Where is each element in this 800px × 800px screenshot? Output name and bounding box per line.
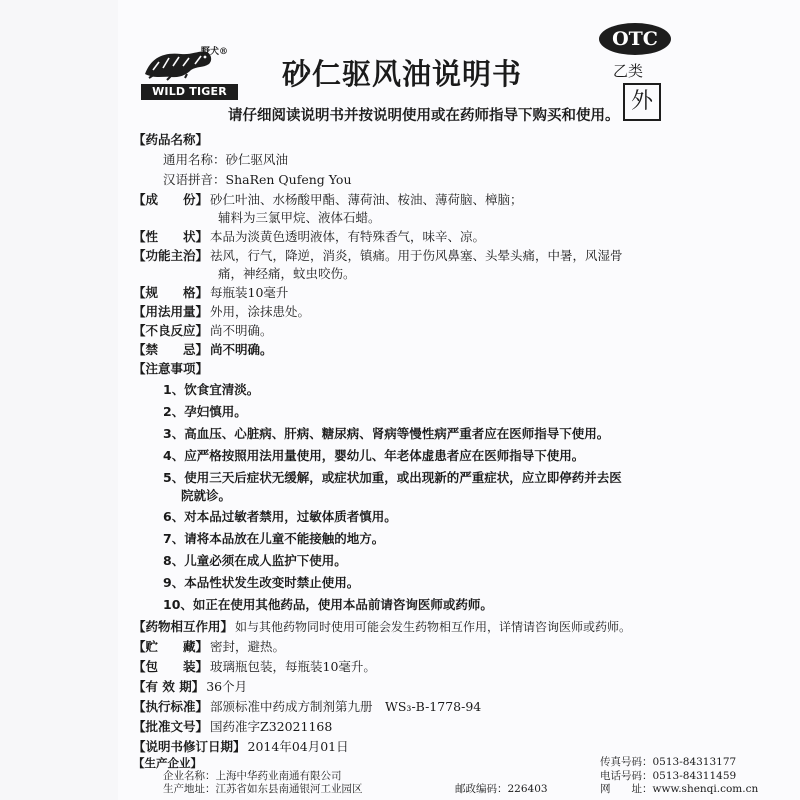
usage-value: 外用，涂抹患处。: [210, 304, 311, 319]
precaution-item: 7、请将本品放在儿童不能接触的地方。: [163, 531, 385, 546]
indications-line1: 祛风，行气，降逆，消炎，镇痛。用于伤风鼻塞、头晕头痛，中暑，风湿骨: [210, 248, 623, 263]
approval-label: 【批准文号】: [133, 719, 209, 734]
character-label: 【性 状】: [133, 229, 209, 244]
character-value: 本品为淡黄色透明液体，有特殊香气，味辛、凉。: [210, 229, 486, 244]
website-value: www.shenqi.com.cn: [652, 783, 759, 795]
spec-label: 【规 格】: [133, 285, 209, 300]
revision-row: [133, 738, 349, 756]
precaution-item: 2、孕妇慎用。: [163, 404, 247, 419]
storage-label: 【贮 藏】: [133, 639, 209, 654]
address-label: 生产地址：: [163, 783, 216, 795]
logo-chinese-text: 野犬®: [201, 47, 229, 57]
ingredients-line2: 辅料为三氯甲烷、液体石蜡。: [218, 210, 381, 225]
spec-value: 每瓶装10毫升: [210, 285, 289, 300]
zip-label: 邮政编码：: [455, 783, 508, 795]
indications-label: 【功能主治】: [133, 248, 209, 263]
zip-value: 226403: [507, 783, 548, 795]
address-value: 江苏省如东县南通银河工业园区: [215, 783, 363, 795]
validity-value: 36个月: [206, 679, 248, 694]
external-use-badge: 外: [623, 83, 661, 121]
interaction-row: [133, 618, 631, 636]
pinyin-value: ShaRen Qufeng You: [225, 172, 352, 187]
ingredients-row: [133, 191, 523, 209]
revision-value: 2014年04月01日: [247, 739, 349, 754]
phone-row: [600, 770, 736, 783]
company-name-value: 上海中华药业南通有限公司: [215, 770, 342, 782]
spec-row: [133, 284, 288, 302]
precaution-item: 5、使用三天后症状无缓解，或症状加重，或出现新的严重症状，应立即停药并去医: [163, 470, 622, 485]
usage-label: 【用法用量】: [133, 304, 209, 319]
interaction-value: 如与其他药物同时使用可能会发生药物相互作用，详情请咨询医师或药师。: [235, 620, 632, 634]
precaution-item: 1、饮食宜清淡。: [163, 382, 260, 397]
otc-class-label: 乙类: [613, 62, 644, 80]
standard-value: 部颁标准中药成方制剂第九册 WS₃-B-1778-94: [210, 699, 482, 714]
website-label: 网 址：: [600, 783, 653, 795]
generic-name-row: [163, 151, 288, 169]
package-label: 【包 装】: [133, 659, 209, 674]
storage-value: 密封，避热。: [210, 639, 286, 654]
standard-row: [133, 698, 481, 716]
pinyin-row: [163, 171, 352, 189]
precaution-item: 3、高血压、心脏病、肝病、糖尿病、肾病等慢性病严重者应在医师指导下使用。: [163, 426, 610, 441]
package-row: [133, 658, 376, 676]
fax-label: 传真号码：: [600, 756, 653, 768]
address-row: [163, 783, 363, 796]
indications-line2: 痛，神经痛，蚊虫咬伤。: [218, 266, 356, 281]
section-precautions: 【注意事项】: [133, 361, 209, 376]
precaution-item: 9、本品性状发生改变时禁止使用。: [163, 575, 360, 590]
interaction-label: 【药物相互作用】: [133, 619, 234, 634]
usage-row: [133, 303, 310, 321]
adverse-label: 【不良反应】: [133, 323, 209, 338]
phone-value: 0513-84311459: [652, 770, 737, 782]
company-name-label: 企业名称：: [163, 770, 216, 782]
standard-label: 【执行标准】: [133, 699, 209, 714]
precaution-item: 6、对本品过敏者禁用，过敏体质者慎用。: [163, 509, 397, 524]
document-title: 砂仁驱风油说明书: [282, 57, 523, 91]
pinyin-label: 汉语拼音：: [163, 172, 226, 187]
reading-notice: 请仔细阅读说明书并按说明使用或在药师指导下购买和使用。: [228, 108, 620, 124]
character-row: [133, 228, 485, 246]
brand-logo: [141, 44, 238, 100]
precaution-item: 10、如正在使用其他药品，使用本品前请咨询医师或药师。: [163, 597, 493, 612]
indications-row: [133, 247, 623, 265]
zip-row: [455, 783, 548, 796]
adverse-value: 尚不明确。: [210, 323, 273, 338]
storage-row: [133, 638, 285, 656]
fax-row: [600, 756, 736, 769]
package-value: 玻璃瓶包装，每瓶装10毫升。: [210, 659, 376, 674]
contraindication-row: [133, 341, 273, 359]
precaution-item: 4、应严格按照用法用量使用，婴幼儿、年老体虚患者应在医师指导下使用。: [163, 448, 585, 463]
logo-wordmark: WILD TIGER: [141, 84, 238, 100]
section-manufacturer: 【生产企业】: [133, 756, 202, 770]
phone-label: 电话号码：: [600, 770, 653, 782]
approval-row: [133, 718, 332, 736]
revision-label: 【说明书修订日期】: [133, 739, 246, 754]
validity-row: [133, 678, 247, 696]
ingredients-line1: 砂仁叶油、水杨酸甲酯、薄荷油、桉油、薄荷脑、樟脑；: [210, 192, 523, 207]
precaution-item: 8、儿童必须在成人监护下使用。: [163, 553, 347, 568]
company-name-row: [163, 770, 342, 783]
precaution-item-continued: 院就诊。: [181, 488, 232, 503]
generic-name-label: 通用名称：: [163, 152, 226, 167]
adverse-row: [133, 322, 273, 340]
fax-value: 0513-84313177: [652, 756, 737, 768]
contraindication-value: 尚不明确。: [210, 342, 273, 357]
ingredients-label: 【成 份】: [133, 192, 209, 207]
approval-value: 国药准字Z32021168: [210, 719, 333, 734]
section-drug-name: 【药品名称】: [133, 132, 209, 147]
website-row: [600, 783, 758, 796]
validity-label: 【有 效 期】: [133, 679, 205, 694]
contraindication-label: 【禁 忌】: [133, 342, 209, 357]
otc-badge: OTC: [599, 23, 671, 55]
generic-name-value: 砂仁驱风油: [225, 152, 289, 167]
